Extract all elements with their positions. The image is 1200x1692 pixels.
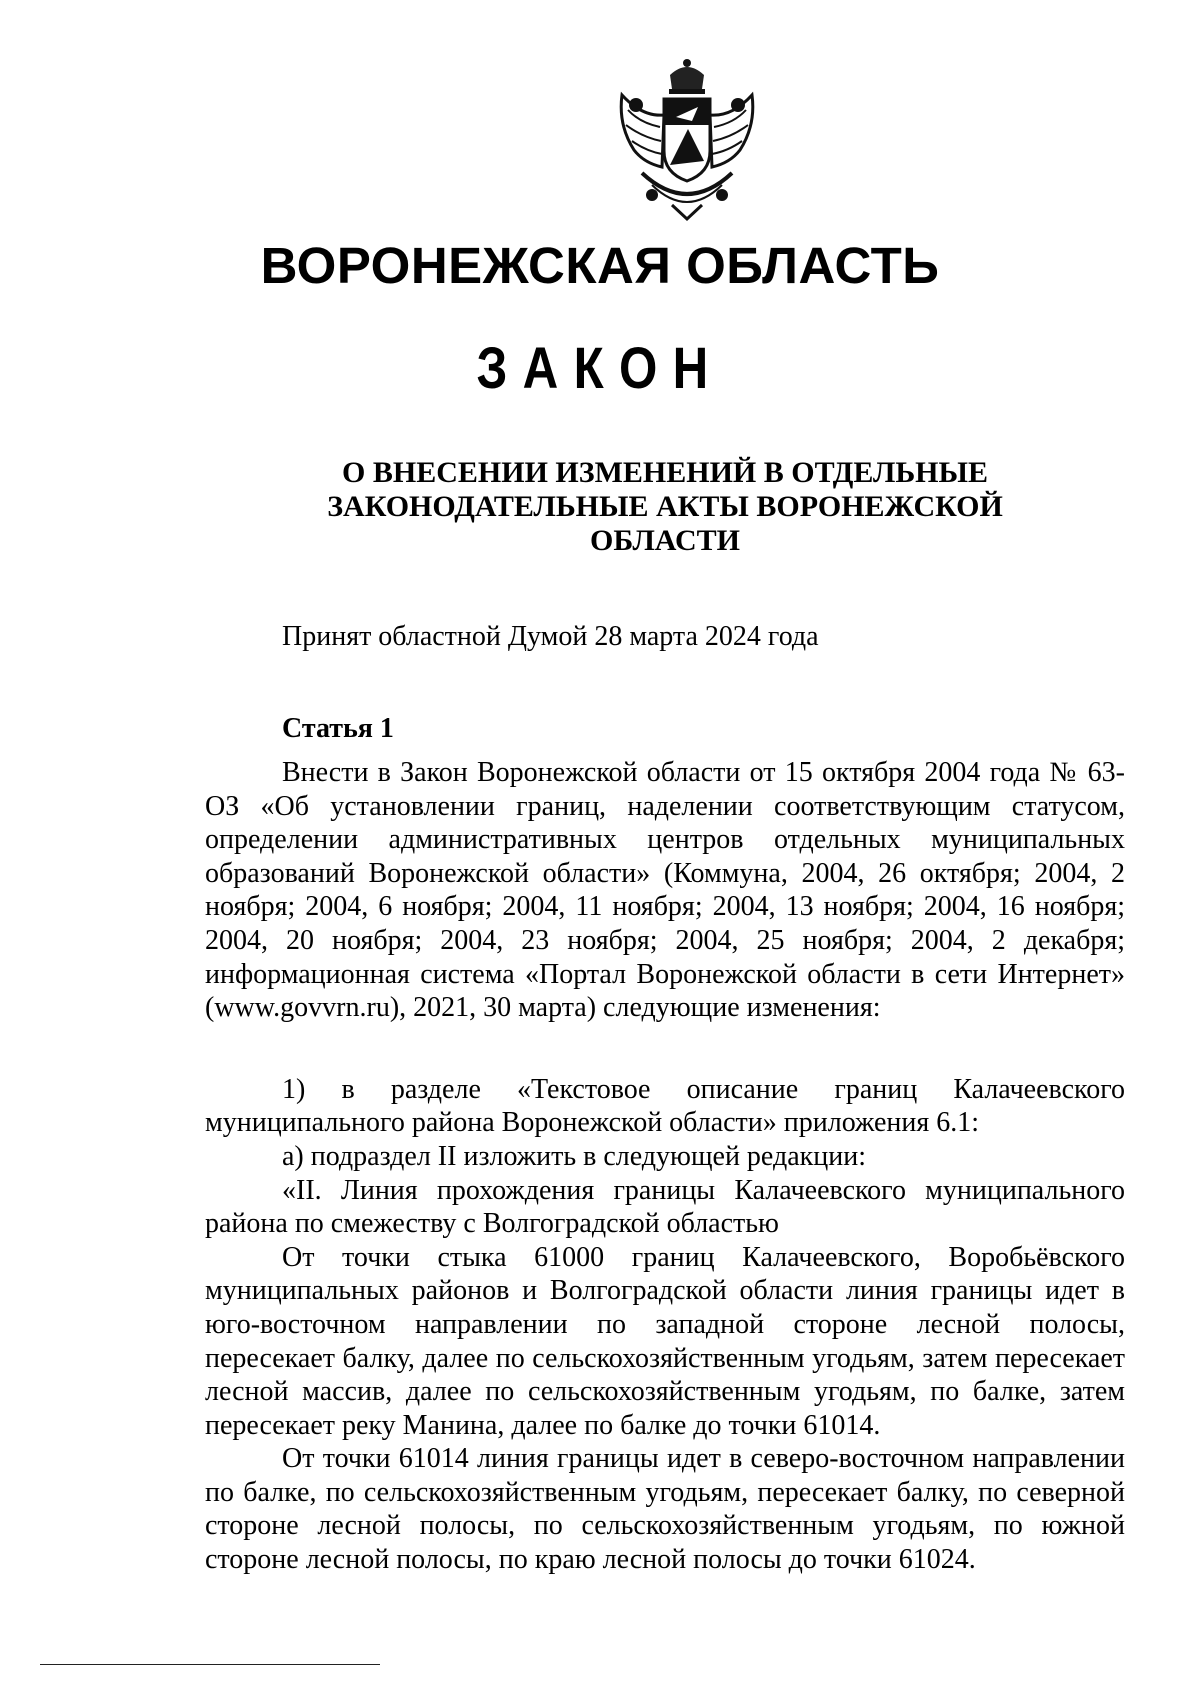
article-paragraph: «II. Линия прохождения границы Калачеевского муниципального района по смежеству с Волгоградской областью [205, 1174, 1125, 1240]
law-title-line: ЗАКОНОДАТЕЛЬНЫЕ АКТЫ ВОРОНЕЖСКОЙ [327, 490, 1003, 523]
article-heading: Статья 1 [282, 713, 394, 744]
footer-rule [40, 1664, 380, 1665]
law-title-line: ОБЛАСТИ [590, 524, 740, 557]
article-paragraph: Внести в Закон Воронежской области от 15 октября 2004 года № 63-ОЗ «Об установлении границ, наделении соответствующим статусом, определении административных центров отдельных муниципальных образований Воронежской области» (Коммуна, 2004, 26 октября; 2004, 2 ноября; 2004, 6 ноября; 2004, 11 ноября; 2004, 13 ноября; 2004, 16 ноября; 2004, 20 ноября; 2004, 23 ноября; 2004, 25 ноября; 2004, 2 декабря; информационная система «Портал Воронежской области в сети Интернет» (www.govvrn.ru), 2021, 30 марта) следующие изменения: [205, 757, 1125, 1024]
adoption-note: Принят областной Думой 28 марта 2024 года [282, 621, 819, 652]
article-body [205, 756, 1125, 1577]
article-paragraph: От точки стыка 61000 границ Калачеевского, Воробьёвского муниципальных районов и Волгоградской области линия границы идет в юго-восточном направлении по западной стороне лесной полосы, пересекает балку, далее по сельскохозяйственным угодьям, затем пересекает лесной массив, далее по сельскохозяйственным угодьям, по балке, затем пересекает реку Манина, далее по балке до точки 61014. [205, 1241, 1125, 1441]
region-heading: ВОРОНЕЖСКАЯ ОБЛАСТЬ [260, 237, 940, 294]
article-paragraph: а) подраздел II изложить в следующей редакции: [282, 1140, 866, 1172]
article-paragraph: 1) в разделе «Текстовое описание границ Калачеевского муниципального района Воронежской области» приложения 6.1: [205, 1073, 1125, 1139]
article-paragraph: От точки 61014 линия границы идет в северо-восточном направлении по балке, по сельскохозяйственным угодьям, пересекает балку, по северной стороне лесной полосы, по сельскохозяйственным угодьям, по южной стороне лесной полосы, по краю лесной полосы до точки 61024. [205, 1443, 1125, 1576]
coat-of-arms-icon [612, 55, 762, 223]
law-title-line: О ВНЕСЕНИИ ИЗМЕНЕНИЙ В ОТДЕЛЬНЫЕ [342, 456, 988, 489]
document-type-heading: ЗАКОН [476, 336, 724, 401]
law-title [315, 456, 1015, 558]
